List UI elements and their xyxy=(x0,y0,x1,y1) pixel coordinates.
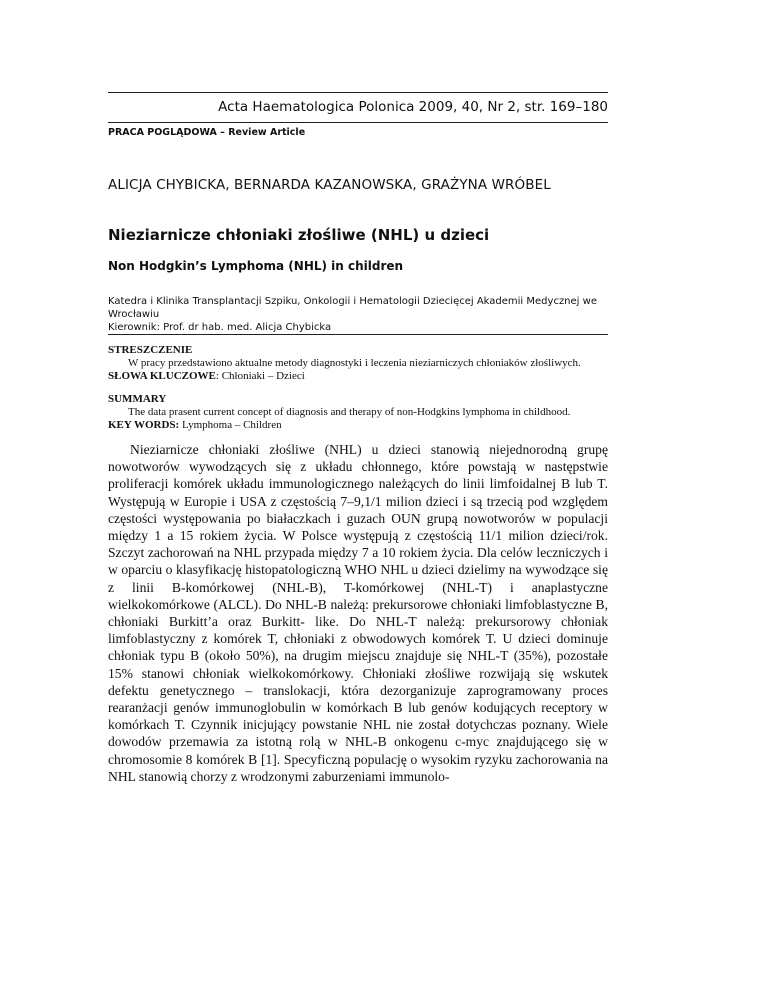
keywords-pl xyxy=(108,370,608,383)
body-text xyxy=(108,441,608,785)
abstract-text-en: The data prasent current concept of diagnosis and therapy of non-Hodgkins lymphoma in childhood. xyxy=(128,406,571,418)
keywords-value-pl: : Chłoniaki – Dzieci xyxy=(215,370,305,382)
keywords-label-en: KEY WORDS: xyxy=(108,419,180,431)
abstract-polish xyxy=(108,344,608,383)
authors: ALICJA CHYBICKA, BERNARDA KAZANOWSKA, GRAŻYNA WRÓBEL xyxy=(108,177,551,193)
keywords-value-en: Lymphoma – Children xyxy=(179,419,282,431)
abstract-text-pl: W pracy przedstawiono aktualne metody diagnostyki i leczenia nieziarniczych chłoniaków złośliwych. xyxy=(128,357,581,369)
abstract-heading-en: SUMMARY xyxy=(108,393,167,405)
department-head: Kierownik: Prof. dr hab. med. Alicja Chybicka xyxy=(108,322,332,333)
header-rule xyxy=(108,122,608,123)
title-polish: Nieziarnicze chłoniaki złośliwe (NHL) u dzieci xyxy=(108,226,490,244)
affiliation-block xyxy=(108,295,608,334)
keywords-label-pl: SŁOWA KLUCZOWE xyxy=(108,370,216,382)
title-english: Non Hodgkin’s Lymphoma (NHL) in children xyxy=(108,259,404,273)
section-label: PRACA POGLĄDOWA – Review Article xyxy=(108,127,306,138)
affiliation-rule xyxy=(108,334,608,335)
abstract-heading-pl: STRESZCZENIE xyxy=(108,344,193,356)
keywords-en xyxy=(108,419,608,432)
journal-citation: Acta Haematologica Polonica 2009, 40, Nr 2, str. 169–180 xyxy=(218,99,608,115)
affiliation: Katedra i Klinika Transplantacji Szpiku, Onkologii i Hematologii Dziecięcej Akademii Medycznej we Wrocławiu xyxy=(108,296,597,320)
abstract-english xyxy=(108,393,608,432)
paragraph: Nieziarnicze chłoniaki złośliwe (NHL) u dzieci stanowią niejednorodną grupę nowotworów wywodzących się z układu chłonnego, które powstają w następstwie proliferacji komórek układu immunologicznego należących do linii limfoidalnej B lub T. Występują w Europie i USA z częstością 7–9,1/1 milion dzieci i są trzecią pod względem częstości występowania po białaczkach i guzach OUN grupą nowotworów w populacji między 1 a 15 rokiem życia. W Polsce występują z częstością 11/1 milion dzieci/rok. Szczyt zachorowań na NHL przypada między 7 a 10 rokiem życia. Dla celów leczniczych i w oparciu o klasyfikację histopatologiczną WHO NHL u dzieci dzielimy na wywodzące się z linii B-komórkowej (NHL-B), T-komórkowej (NHL-T) i anaplastyczne wielkokomórkowe (ALCL). Do NHL-B należą: prekursorowe chłoniaki limfoblastyczne B, chłoniaki Burkitt’a oraz Burkitt- like. Do NHL-T należą: prekursorowy chłoniak limfoblastyczny z komórek T, chłoniaki z obwodowych komórek T. U dzieci dominuje chłoniak typu B (około 50%), na drugim miejscu znajduje się NHL-T (35%), pozostałe 15% stanowi chłoniak wielkokomórkowy. Chłoniaki złośliwe rozwijają się wskutek defektu genetycznego – translokacji, która dezorganizuje zaprogramowany proces rearanżacji genów immunoglobulin w komórkach B lub genów kodujących receptory w komórkach T. Czynnik inicjujący powstanie NHL nie został dotychczas poznany. Wiele dowodów przemawia za istotną rolą w NHL-B onkogenu c-myc znajdującego się w chromosomie 8 komórek B [1]. Specyficzną populację o wysokim ryzyku zachorowania na NHL stanowią chorzy z wrodzonymi zaburzeniami immunolo- xyxy=(108,442,608,784)
top-rule xyxy=(108,92,608,93)
